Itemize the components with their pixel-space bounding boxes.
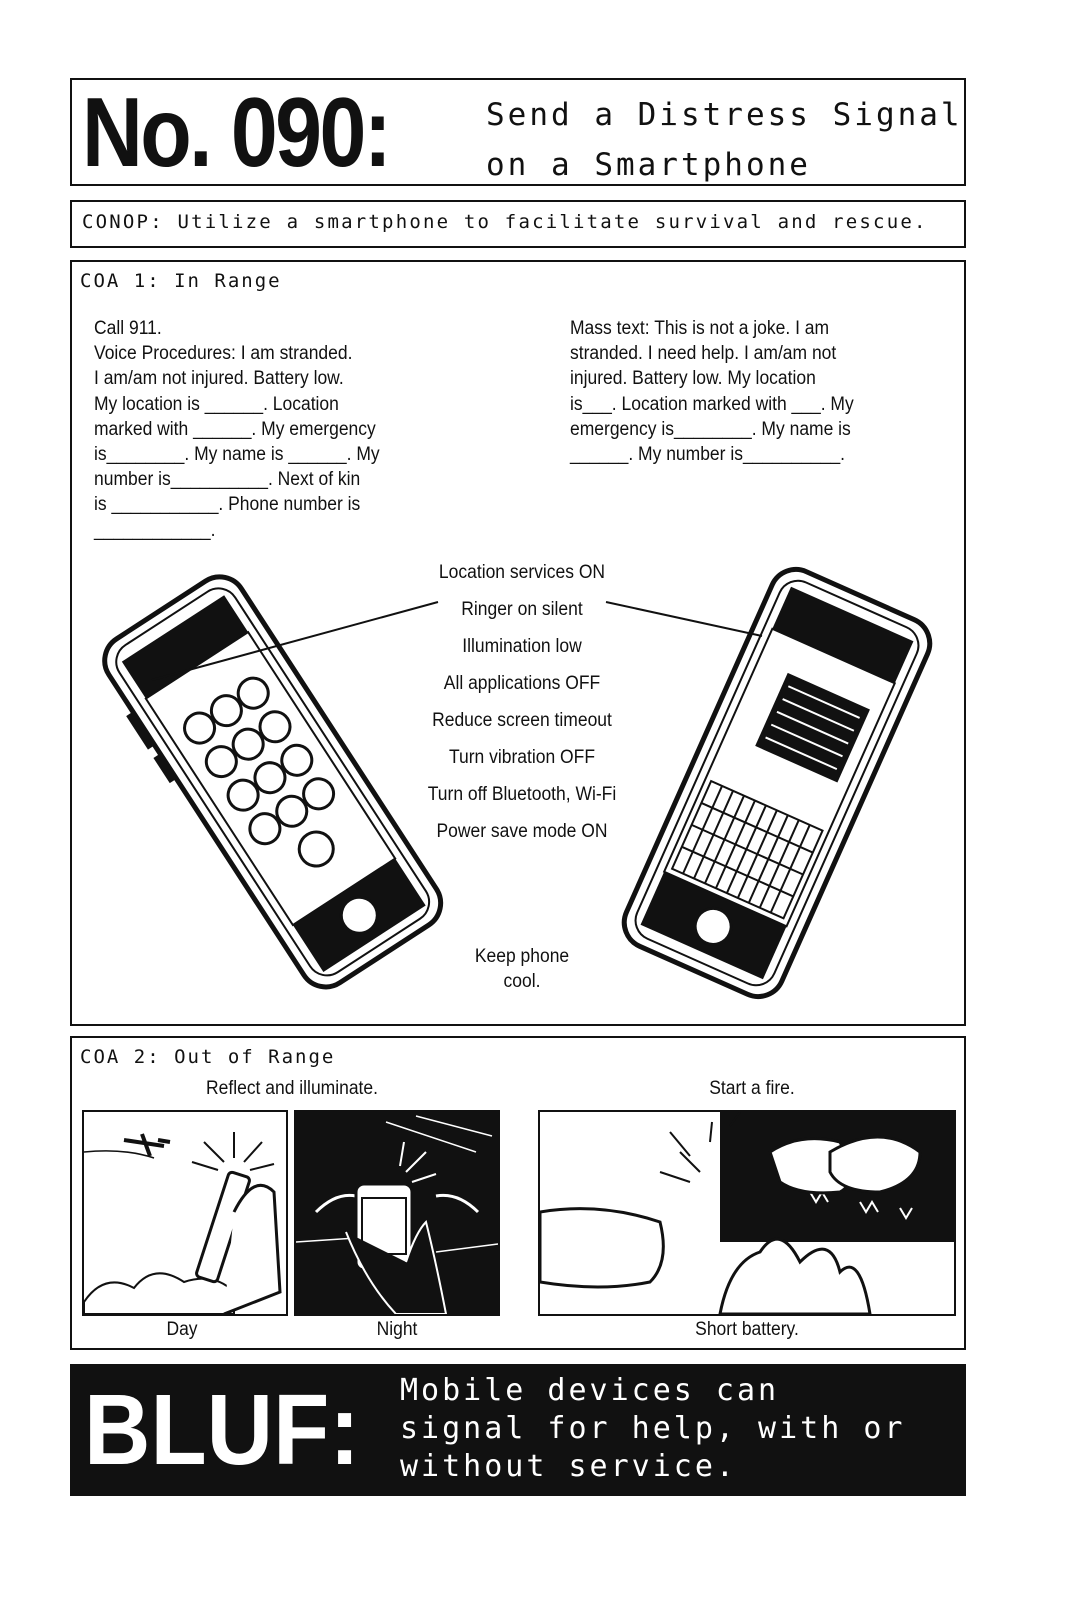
title-line-2: on a Smartphone (486, 147, 811, 183)
day-panel (82, 1110, 288, 1316)
fire-panel (538, 1110, 956, 1316)
bluf-text: Mobile devices can signal for help, with or without service. (400, 1373, 906, 1484)
page-title (486, 90, 963, 190)
setting-item: Reduce screen timeout (432, 710, 612, 731)
night-panel (294, 1110, 500, 1316)
coa2-section (70, 1036, 966, 1350)
bluf-banner (70, 1364, 966, 1496)
keep-cool-note: Keep phone cool. (474, 946, 570, 992)
conop-box (70, 200, 966, 248)
coa1-heading: COA 1: In Range (80, 270, 282, 292)
fire-illustration (540, 1112, 954, 1314)
setting-item: Turn vibration OFF (448, 747, 596, 768)
day-caption: Day (166, 1319, 198, 1340)
setting-item: Turn off Bluetooth, Wi-Fi (427, 784, 617, 805)
setting-item: Ringer on silent (461, 599, 583, 620)
setting-item: Power save mode ON (436, 821, 608, 842)
coa2-heading: COA 2: Out of Range (80, 1046, 336, 1068)
fire-caption: Start a fire. (709, 1078, 795, 1099)
title-line-1: Send a Distress Signal (486, 97, 963, 133)
title-number: No. 090: (82, 77, 390, 187)
voice-procedures-text: Call 911. Voice Procedures: I am stranded. I am/am not injured. Battery low. My location is ______. Location marked with ______. My emergency is________. My name is ______. My number is__________. Next of kin is ___________. Phone number is ____________. (94, 318, 380, 541)
short-battery-caption: Short battery. (695, 1319, 799, 1340)
night-illustration (296, 1112, 498, 1314)
bluf-label: BLUF: (84, 1374, 360, 1486)
conop-text: CONOP: Utilize a smartphone to facilitate survival and rescue. (82, 211, 928, 233)
mass-text-text: Mass text: This is not a joke. I am stranded. I need help. I am/am not injured. Battery low. My location is___. Location marked with ___. My emergency is________. My name is ______. My number is__________. (570, 318, 854, 466)
setting-item: Illumination low (462, 636, 582, 657)
day-illustration (84, 1112, 286, 1314)
reflect-caption: Reflect and illuminate. (206, 1078, 378, 1099)
coa1-section (70, 260, 966, 1026)
setting-item: All applications OFF (443, 673, 601, 694)
night-caption: Night (376, 1319, 418, 1340)
setting-item: Location services ON (438, 562, 606, 583)
phone-settings-list (392, 554, 652, 850)
title-box (70, 78, 966, 186)
